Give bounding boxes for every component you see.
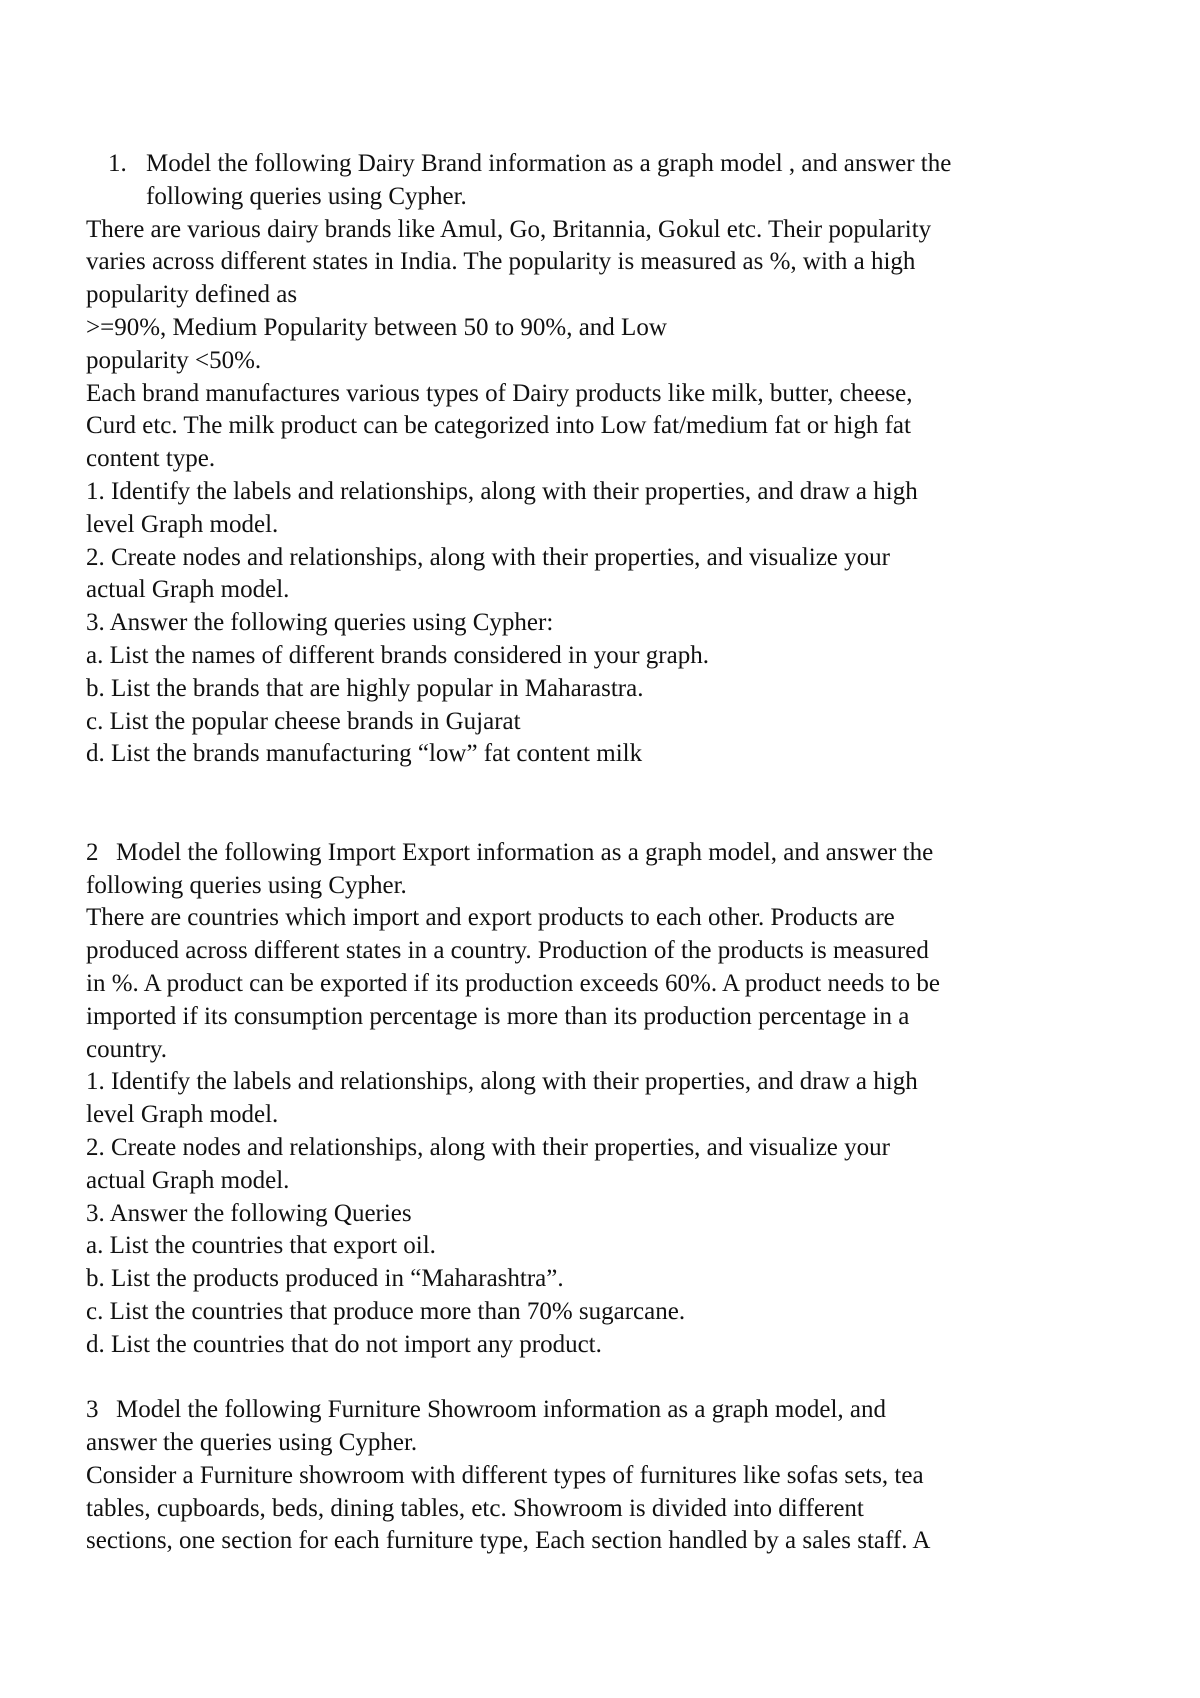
section-2-heading — [86, 837, 1096, 903]
task-item: 1. Identify the labels and relationships, along with their properties, and draw a high — [86, 477, 918, 505]
task-item: 1. Identify the labels and relationships, along with their properties, and draw a high — [86, 1068, 918, 1096]
task-item: actual Graph model. — [86, 576, 290, 604]
blank-line — [86, 771, 1096, 804]
task-item: level Graph model. — [86, 510, 279, 538]
paragraph-line: tables, cupboards, beds, dining tables, etc. Showroom is divided into different — [86, 1494, 864, 1522]
section-3-heading-line — [86, 1394, 1096, 1427]
section-1-body — [86, 214, 1096, 772]
paragraph-line: in %. A product can be exported if its production exceeds 60%. A product needs to be — [86, 969, 940, 997]
section-1-heading — [86, 148, 1096, 214]
section-3-heading-line: answer the queries using Cypher. — [86, 1429, 418, 1457]
section-2-body — [86, 902, 1096, 1361]
task-item: level Graph model. — [86, 1101, 279, 1129]
paragraph-line: varies across different states in India. The popularity is measured as %, with a high — [86, 248, 916, 276]
paragraph-line: popularity defined as — [86, 281, 298, 309]
query-item: d. List the countries that do not import any product. — [86, 1330, 602, 1358]
task-item: 2. Create nodes and relationships, along with their properties, and visualize your — [86, 543, 890, 571]
section-1-heading-line: Model the following Dairy Brand information as a graph model , and answer the — [146, 150, 952, 177]
query-item: d. List the brands manufacturing “low” fat content milk — [86, 740, 643, 768]
query-item: c. List the popular cheese brands in Gujarat — [86, 707, 521, 735]
section-1-number: 1. — [108, 150, 127, 177]
paragraph-line: Each brand manufactures various types of Dairy products like milk, butter, cheese, — [86, 379, 913, 407]
paragraph-line: There are various dairy brands like Amul, Go, Britannia, Gokul etc. Their popularity — [86, 215, 932, 243]
document-text — [86, 148, 1096, 1558]
query-item: a. List the countries that export oil. — [86, 1232, 436, 1260]
section-2-heading-line — [86, 837, 1096, 870]
query-item: b. List the products produced in “Maharashtra”. — [86, 1265, 564, 1293]
paragraph-line: imported if its consumption percentage is more than its production percentage in a — [86, 1002, 910, 1030]
task-item: 3. Answer the following queries using Cypher: — [86, 609, 554, 637]
section-1-heading-line: following queries using Cypher. — [146, 182, 467, 210]
query-item: a. List the names of different brands considered in your graph. — [86, 641, 709, 669]
paragraph-line: country. — [86, 1035, 167, 1063]
query-item: b. List the brands that are highly popular in Maharastra. — [86, 674, 644, 702]
paragraph-line: popularity <50%. — [86, 346, 262, 374]
section-3-heading — [86, 1394, 1096, 1460]
paragraph-line: content type. — [86, 445, 216, 473]
task-item: 2. Create nodes and relationships, along with their properties, and visualize your — [86, 1133, 890, 1161]
task-item: actual Graph model. — [86, 1166, 290, 1194]
paragraph-line: >=90%, Medium Popularity between 50 to 90%, and Low — [86, 313, 667, 341]
paragraph-line: produced across different states in a country. Production of the products is measured — [86, 937, 929, 965]
section-3-heading-text: Model the following Furniture Showroom information as a graph model, and — [116, 1396, 887, 1424]
paragraph-line: There are countries which import and export products to each other. Products are — [86, 904, 895, 932]
paragraph-line: Curd etc. The milk product can be categorized into Low fat/medium fat or high fat — [86, 412, 911, 440]
paragraph-line: Consider a Furniture showroom with different types of furnitures like sofas sets, tea — [86, 1461, 924, 1489]
section-2-heading-line: following queries using Cypher. — [86, 871, 407, 899]
section-2-number: 2 — [86, 838, 99, 866]
blank-line — [86, 804, 1096, 837]
section-3-body — [86, 1460, 1096, 1558]
section-3-number: 3 — [86, 1396, 99, 1424]
blank-line — [86, 1361, 1096, 1394]
task-item: 3. Answer the following Queries — [86, 1199, 412, 1227]
paragraph-line: sections, one section for each furniture type, Each section handled by a sales staff. A — [86, 1527, 931, 1555]
query-item: c. List the countries that produce more than 70% sugarcane. — [86, 1297, 686, 1325]
section-2-heading-text: Model the following Import Export information as a graph model, and answer the — [116, 838, 934, 866]
